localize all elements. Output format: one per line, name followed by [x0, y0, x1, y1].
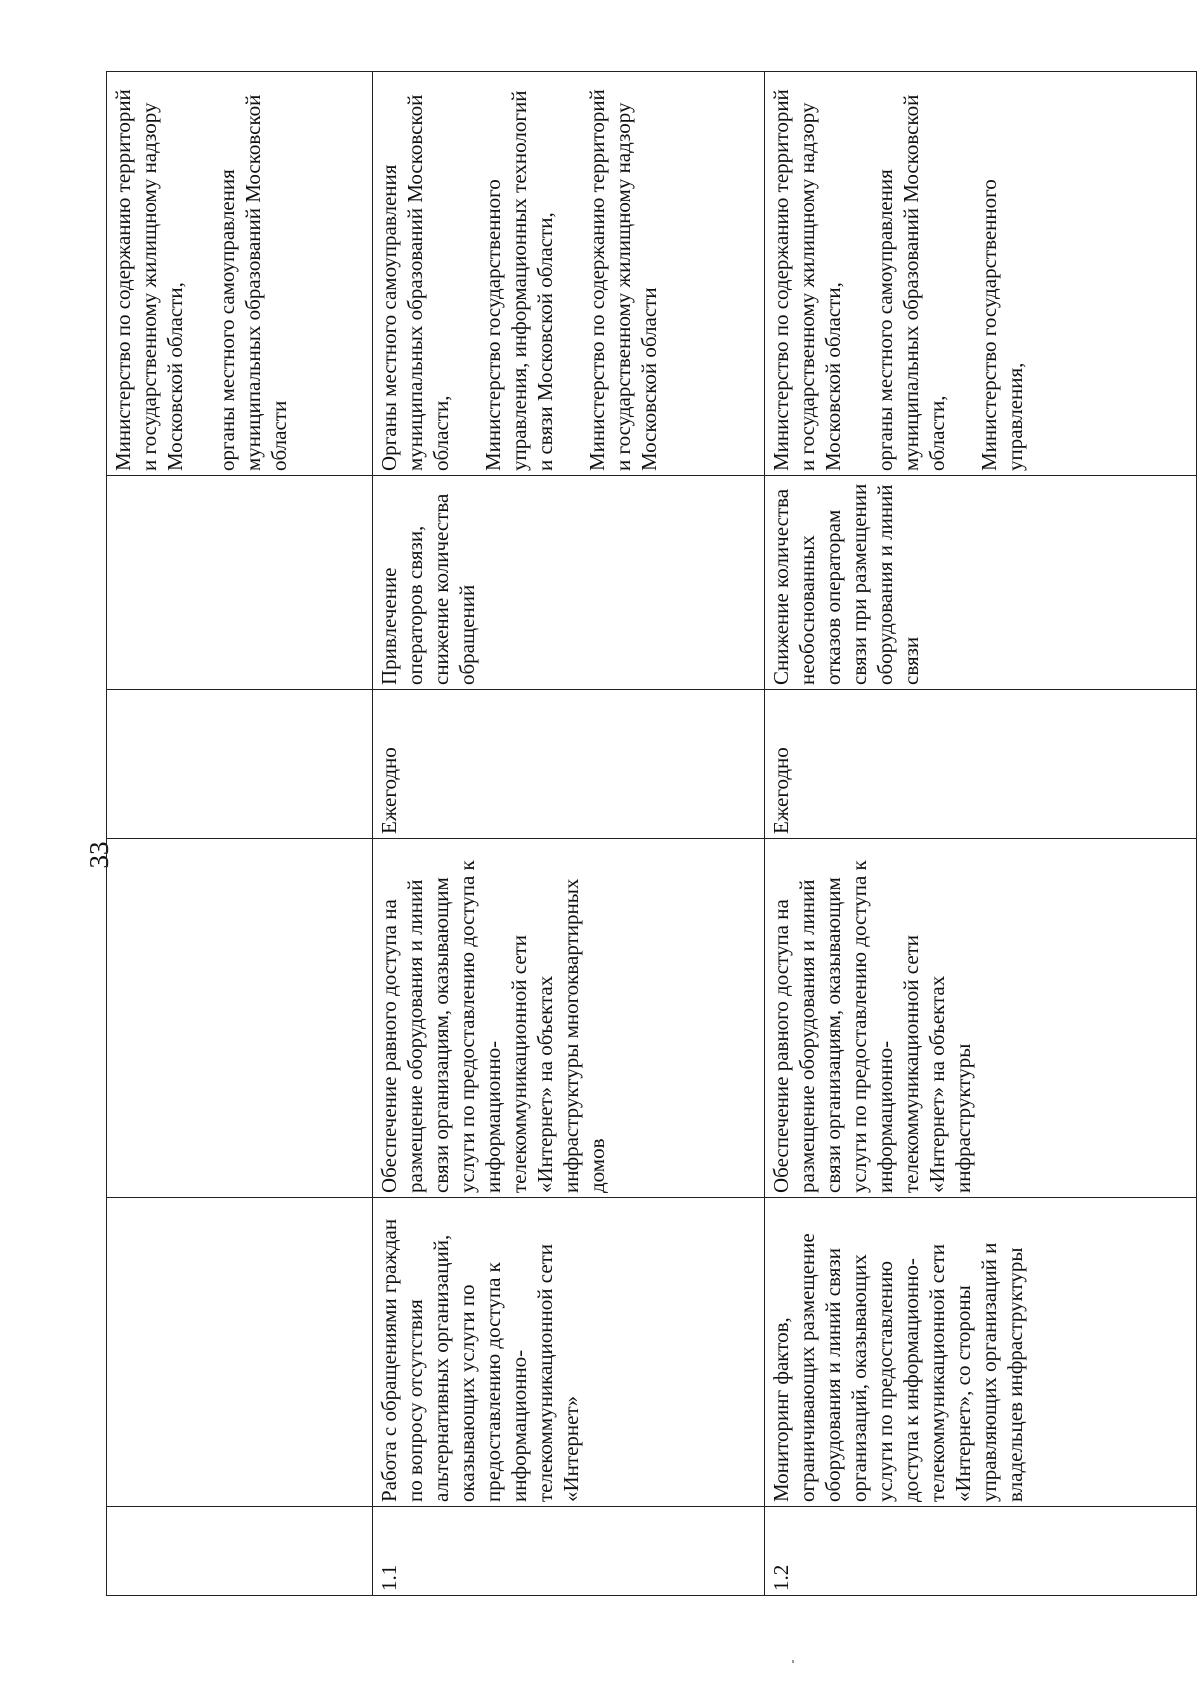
- period-cell: [107, 690, 373, 839]
- row-number-cell: 1.1: [373, 1507, 765, 1596]
- responsible-cell: Органы местного самоуправления муниципальных образований Московской области, Министерство государственного управления, информационных технологий и связи Московской области, Министерство по содержанию территорий и государственному жилищному надзору Московской области: [373, 72, 765, 476]
- result-cell: [107, 476, 373, 690]
- goal-cell: Обеспечение равного доступа на размещение оборудования и линий связи организациям, оказывающим услуги по предоставлению доступа к информационно-телекоммуникационной сети «Интернет» на объектах инфраструктуры многоквартирных домов: [373, 839, 765, 1198]
- table-row: [107, 72, 373, 1596]
- page-number: 33: [83, 841, 114, 869]
- row-number-cell: [107, 1507, 373, 1596]
- goal-cell: [107, 839, 373, 1198]
- responsible-cell: Министерство по содержанию территорий и государственному жилищному надзору Московской области, органы местного самоуправления муниципальных образований Московской области: [107, 72, 373, 476]
- activity-cell: Мониторинг фактов, ограничивающих размещение оборудования и линий связи организаций, оказывающих услуги по предоставлению доступа к информационно-телекоммуникационной сети «Интернет», со стороны управляющих организаций и владельцев инфраструктуры: [765, 1198, 1197, 1507]
- rotated-table-container: [106, 89, 1196, 1596]
- table-row: [765, 72, 1197, 1596]
- result-cell: Привлечение операторов связи, снижение количества обращений: [373, 476, 765, 690]
- period-cell: Ежегодно: [373, 690, 765, 839]
- goal-cell: Обеспечение равного доступа на размещение оборудования и линий связи организациям, оказывающим услуги по предоставлению доступа к информационно-телекоммуникационной сети «Интернет» на объектах инфраструктуры: [765, 839, 1197, 1198]
- activity-cell: [107, 1198, 373, 1507]
- measures-table: [106, 71, 1197, 1596]
- scan-speck: [792, 1660, 794, 1663]
- result-cell: Снижение количества необоснованных отказов операторам связи при размещении оборудования и линий связи: [765, 476, 1197, 690]
- period-cell: Ежегодно: [765, 690, 1197, 839]
- table-row: [373, 72, 765, 1596]
- row-number-cell: 1.2: [765, 1507, 1197, 1596]
- responsible-cell: Министерство по содержанию территорий и государственному жилищному надзору Московской области, органы местного самоуправления муниципальных образований Московской области, Министерство государственного управления,: [765, 72, 1197, 476]
- activity-cell: Работа с обращениями граждан по вопросу отсутствия альтернативных организаций, оказывающих услуги по предоставлению доступа к информационно-телекоммуникационной сети «Интернет»: [373, 1198, 765, 1507]
